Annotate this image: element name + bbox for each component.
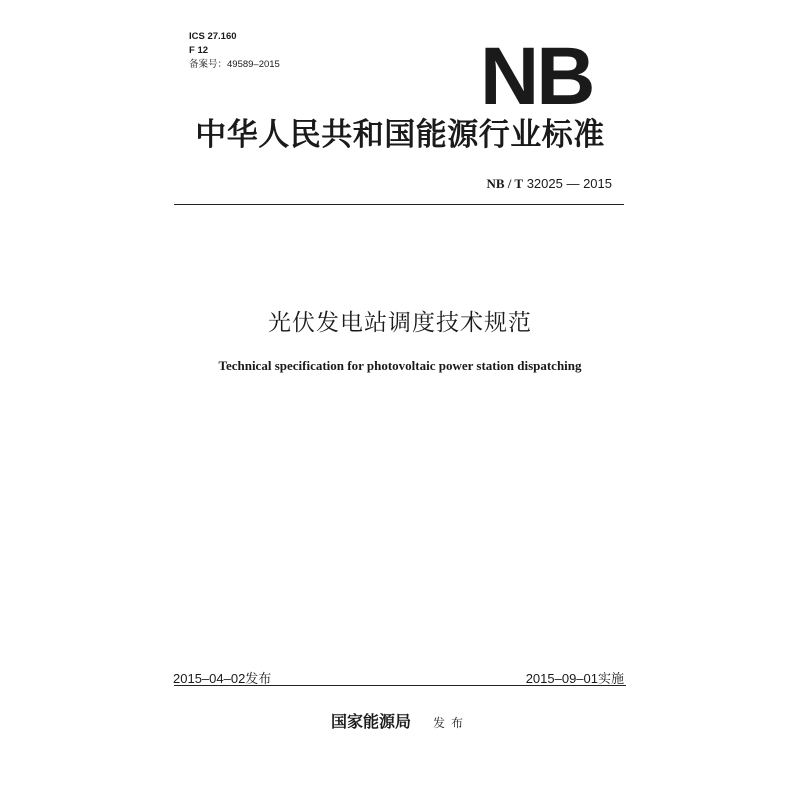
bottom-divider (174, 685, 626, 686)
top-divider (174, 204, 624, 205)
standard-code-number: 32025 — 2015 (526, 176, 612, 191)
nb-logo: NB (480, 31, 593, 122)
publisher-action: 发布 (433, 716, 470, 730)
document-title-chinese: 光伏发电站调度技术规范 (268, 310, 532, 336)
standard-code (486, 176, 612, 192)
publish-date: 2015–04–02发布 (173, 671, 272, 686)
effective-date: 2015–09–01实施 (525, 671, 624, 686)
classification-block (189, 30, 280, 72)
ics-code: ICS 27.160 (189, 31, 237, 42)
standard-category-title: 中华人民共和国能源行业标准 (195, 117, 605, 153)
filing-number: 备案号：49589–2015 (189, 59, 280, 70)
publisher-line (0, 709, 800, 732)
ccs-code: F 12 (189, 45, 209, 56)
document-title-english: Technical specification for photovoltaic power station dispatching (218, 358, 582, 373)
publisher-name: 国家能源局 (330, 712, 411, 731)
standard-code-prefix: NB / T (486, 176, 524, 191)
